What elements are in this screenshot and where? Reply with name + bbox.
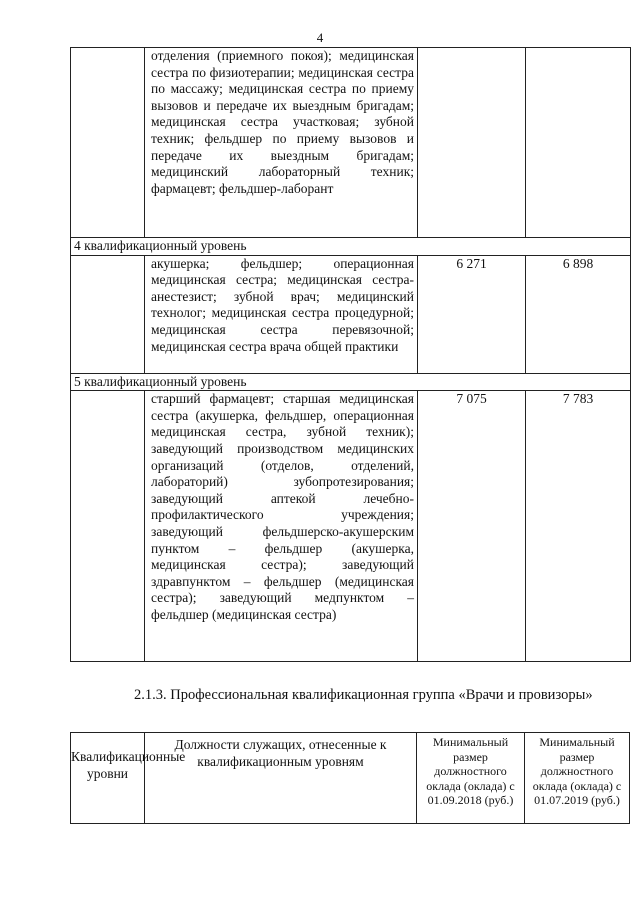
position-item: зубной техник; — [151, 114, 414, 146]
position-item: зубной врач; — [233, 288, 337, 304]
level5-positions — [151, 391, 414, 622]
position-item: медицинский технолог; — [151, 288, 414, 321]
salary-2018-value: 7 075 — [456, 391, 487, 407]
position-item: заведующий аптекой лечебно-профилактического учреждения; — [151, 490, 414, 523]
position-item: заведующий фельдшерско-акушерским пунктом – фельдшер (акушерка, медицинская сестра); — [151, 523, 414, 573]
position-item: медицинская сестра по приему вызовов и передаче их выездным бригадам; — [151, 81, 414, 113]
position-item: старший фармацевт; — [151, 391, 284, 407]
position-item: фельдшер-лаборант — [219, 180, 334, 196]
positions-cell — [145, 255, 418, 373]
page-number: 4 — [316, 30, 324, 45]
position-item: старшая медицинская сестра (акушерка, фельдшер, операционная медицинская сестра, зубной техник); — [151, 391, 414, 440]
section-number: 2.1.3. — [134, 687, 167, 703]
table-row-level4-label — [71, 238, 631, 256]
position-item: заведующий здравпунктом – фельдшер (медицинская сестра); — [151, 557, 414, 606]
level4-positions — [151, 256, 414, 354]
position-item: медицинская сестра врача общей практики — [151, 338, 399, 354]
level-label: 5 квалификационный уровень — [71, 373, 631, 391]
position-item: фельдшер; — [240, 255, 334, 271]
header-salary-2018: Минимальный размер должностного оклада (оклада) с 01.09.2018 (руб.) — [417, 733, 525, 824]
continuation-positions — [151, 48, 414, 196]
position-item: заведующий производством медицинских организаций (отделов, отделений, лабораторий) зубопротезирования; — [151, 440, 414, 490]
position-item: медицинская сестра по физиотерапии; — [151, 48, 414, 80]
table-row-level5 — [71, 391, 631, 662]
level-label: 4 квалификационный уровень — [71, 238, 631, 256]
table-header-row — [71, 733, 630, 824]
table-row-level4 — [71, 255, 631, 373]
position-item: операционная медицинская сестра; — [151, 255, 414, 288]
positions-cell — [145, 391, 418, 662]
table-row-continuation — [71, 48, 631, 238]
salary-table-header — [70, 732, 630, 824]
position-item: медицинская сестра-анестезист; — [151, 272, 414, 304]
position-item: заведующий медпунктом – фельдшер (медицинская сестра) — [151, 590, 415, 622]
header-levels: Квалификационные уровни — [71, 733, 145, 824]
section-heading — [70, 686, 620, 705]
position-item: акушерка; — [151, 255, 241, 271]
position-item: фармацевт; — [151, 180, 220, 196]
table-row-level5-label — [71, 373, 631, 391]
header-positions: Должности служащих, отнесенные к квалификационным уровням — [145, 733, 417, 824]
position-item: медицинский лабораторный техник; — [151, 164, 414, 180]
position-item: медицинская сестра перевязочной; — [151, 321, 414, 337]
salary-2019-value: 6 898 — [562, 255, 594, 271]
position-item: медицинская сестра по массажу; — [151, 64, 414, 97]
position-item: фельдшер по приему вызовов и передаче их выездным бригадам; — [151, 130, 414, 163]
salary-2019-value: 7 783 — [562, 391, 594, 407]
header-salary-2019: Минимальный размер должностного оклада (оклада) с 01.07.2019 (руб.) — [525, 733, 630, 824]
section-title: Профессиональная квалификационная группа «Врачи и провизоры» — [170, 687, 593, 703]
position-item: медицинская сестра процедурной; — [211, 305, 414, 321]
position-item: отделения (приемного покоя); — [151, 48, 340, 63]
positions-cell — [145, 48, 418, 238]
position-item: медицинская сестра участковая; — [151, 114, 375, 130]
salary-table-continued — [70, 47, 631, 662]
salary-2018-value: 6 271 — [456, 255, 487, 271]
